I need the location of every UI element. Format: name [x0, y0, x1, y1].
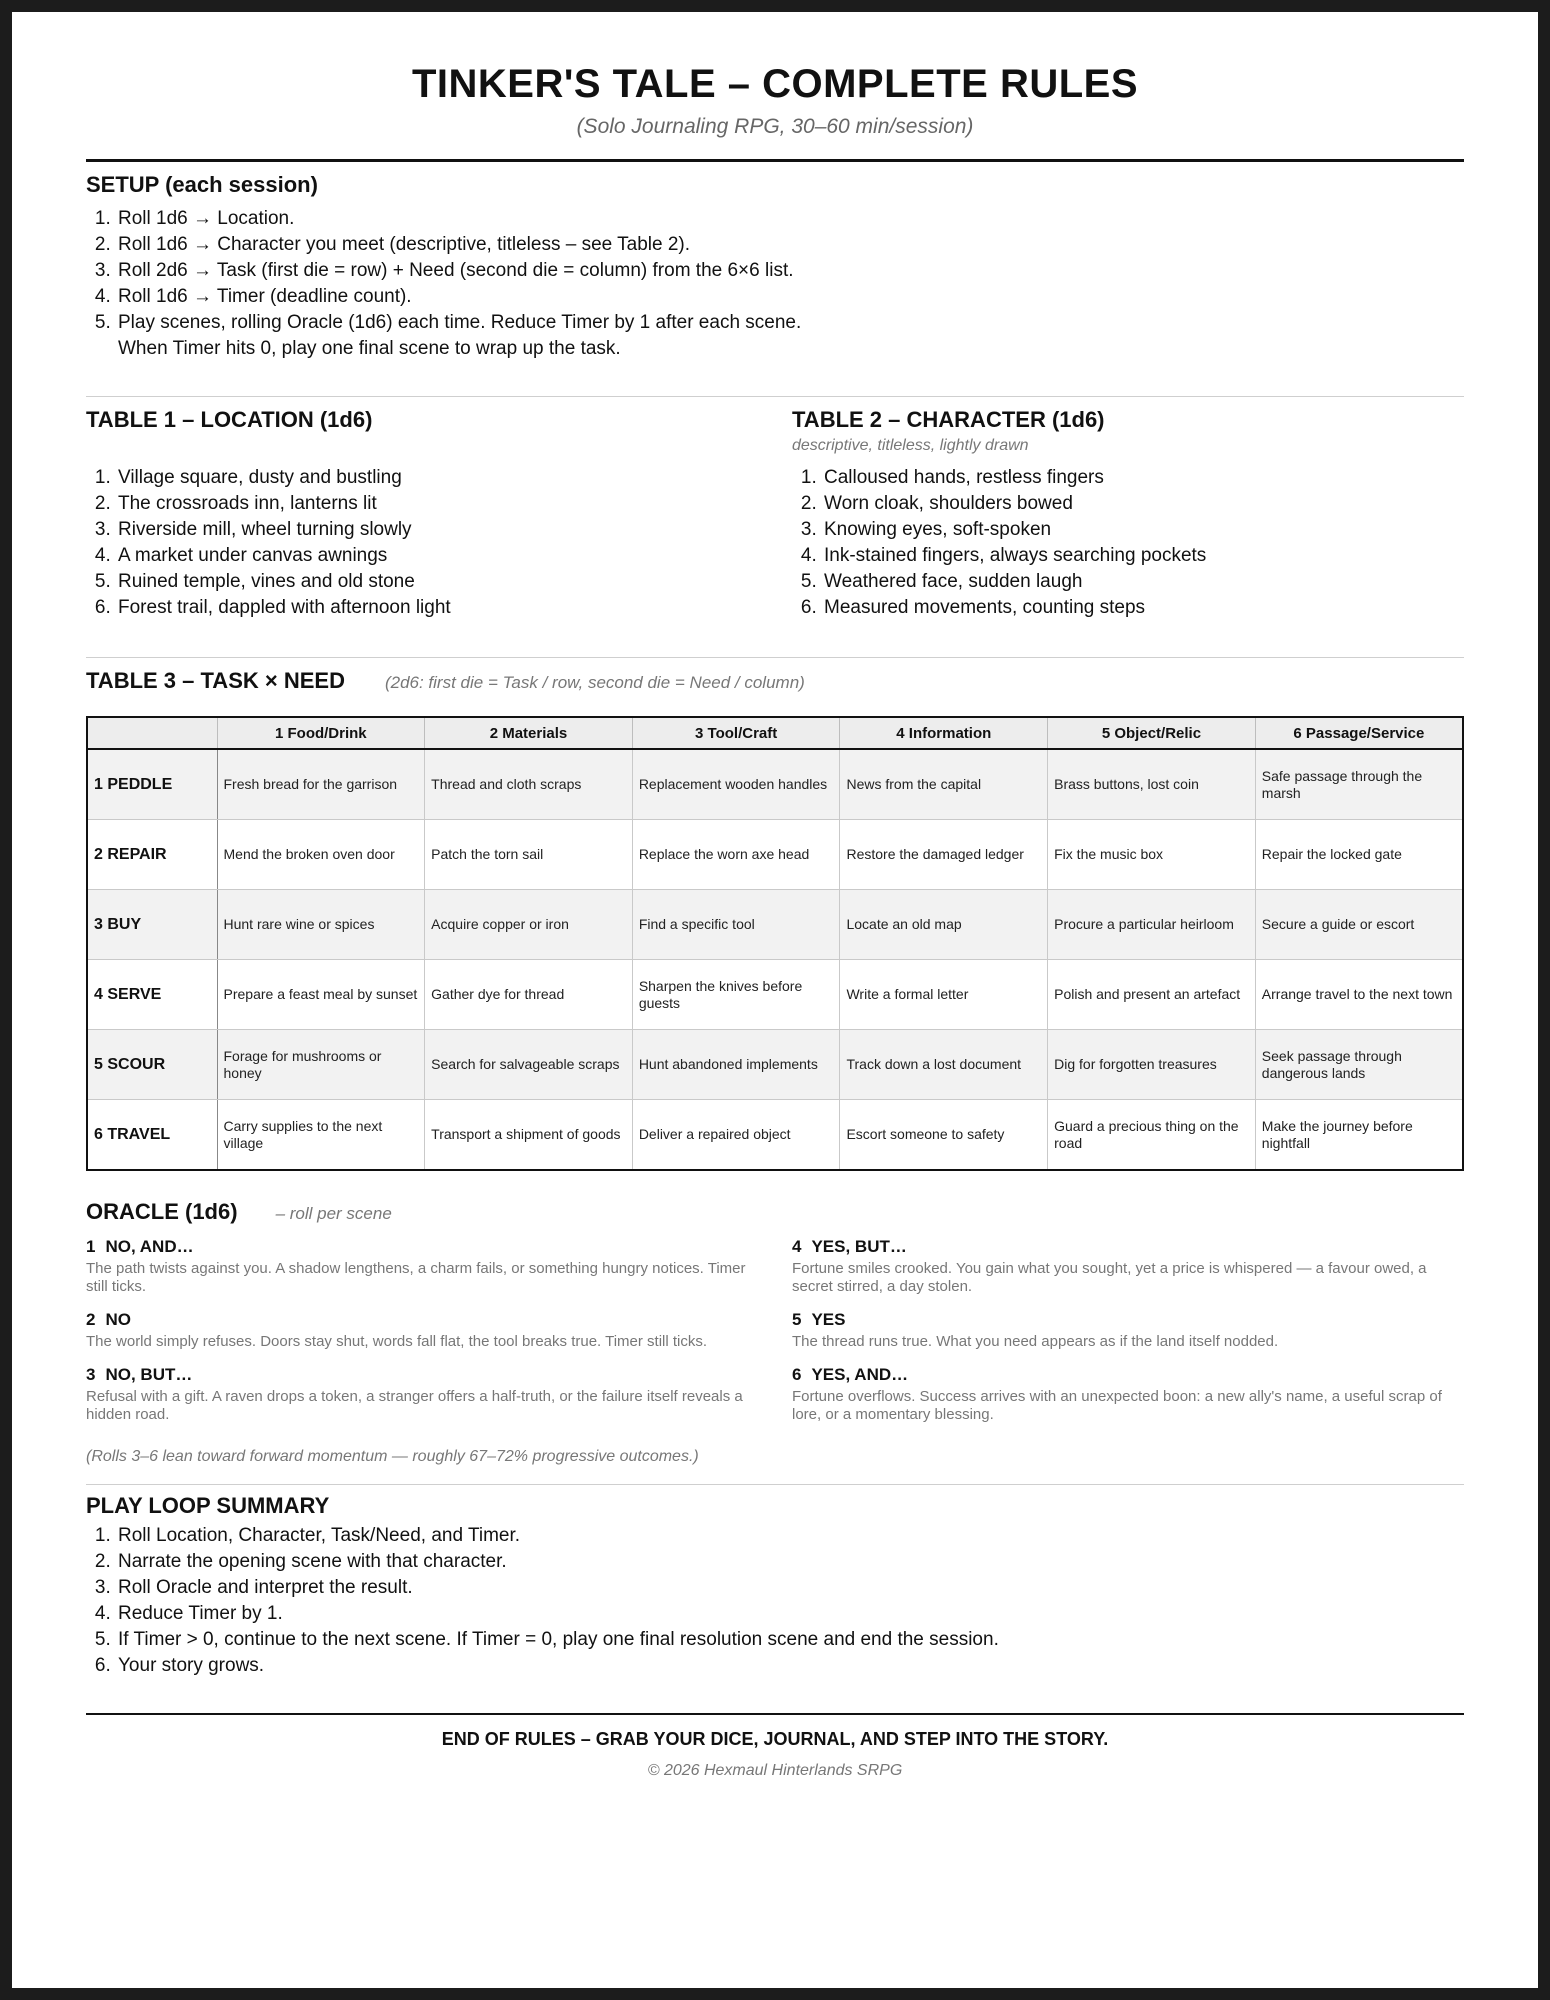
setup-step: 3. Roll 2d6 → Task (first die = row) + Need (second die = column) from the 6×6 list.: [116, 258, 1464, 284]
oracle-result: [792, 1237, 1464, 1296]
section-divider: [86, 1484, 1464, 1485]
table3-task-need: [86, 668, 1464, 1171]
setup-step-text: Play scenes, rolling Oracle (1d6) each time. Reduce Timer by 1 after each scene.: [118, 312, 802, 333]
row-header: 2 REPAIR: [87, 820, 217, 890]
table-cell: Arrange travel to the next town: [1255, 960, 1463, 1030]
row-header: 1 PEDDLE: [87, 749, 217, 820]
table-cell: Repair the locked gate: [1255, 820, 1463, 890]
table-row: [87, 1030, 1463, 1100]
page-subtitle: (Solo Journaling RPG, 30–60 min/session): [576, 115, 974, 138]
oracle-number: 5: [792, 1310, 802, 1329]
oracle-text: The path twists against you. A shadow lengthens, a charm fails, or something hungry notices. Timer still ticks.: [86, 1260, 746, 1295]
section-divider: [86, 396, 1464, 397]
column-header: 6 Passage/Service: [1255, 717, 1463, 749]
table2-list: [792, 465, 1464, 621]
table-cell: Dig for forgotten treasures: [1048, 1030, 1256, 1100]
tables-1-2: [86, 407, 1464, 621]
setup-step-continued: When Timer hits 0, play one final scene to wrap up the task.: [118, 338, 621, 359]
table-cell: Acquire copper or iron: [425, 890, 633, 960]
table-cell: Brass buttons, lost coin: [1048, 749, 1256, 820]
character-item: 1. Calloused hands, restless fingers: [822, 465, 1464, 491]
oracle-text: The thread runs true. What you need appears as if the land itself nodded.: [792, 1333, 1279, 1350]
oracle-result: [792, 1310, 1464, 1351]
location-item: 3. Riverside mill, wheel turning slowly: [116, 517, 776, 543]
location-item: 4. A market under canvas awnings: [116, 543, 776, 569]
table-cell: Patch the torn sail: [425, 820, 633, 890]
table3-hint: (2d6: first die = Task / row, second die = Need / column): [384, 673, 805, 692]
table-cell: Locate an old map: [840, 890, 1048, 960]
oracle-label: YES, AND…: [811, 1365, 909, 1384]
table-row: [87, 1100, 1463, 1171]
oracle-label: YES: [811, 1310, 846, 1329]
play-loop-step: 4. Reduce Timer by 1.: [116, 1601, 1464, 1627]
row-header: 5 SCOUR: [87, 1030, 217, 1100]
table-header-row: [87, 717, 1463, 749]
table-cell: Sharpen the knives before guests: [632, 960, 840, 1030]
oracle-label: NO: [105, 1310, 131, 1329]
play-loop-section: [86, 1493, 1464, 1679]
oracle-result: [792, 1365, 1464, 1424]
oracle-text: Refusal with a gift. A raven drops a token, a stranger offers a half-truth, or the failure itself reveals a hidden road.: [86, 1388, 743, 1423]
table-cell: Fix the music box: [1048, 820, 1256, 890]
rules-page: [12, 12, 1538, 1988]
table-cell: Forage for mushrooms or honey: [217, 1030, 425, 1100]
table-row: [87, 960, 1463, 1030]
oracle-result: [86, 1365, 746, 1424]
table-cell: Replace the worn axe head: [632, 820, 840, 890]
table-cell: Restore the damaged ledger: [840, 820, 1048, 890]
location-item: 2. The crossroads inn, lanterns lit: [116, 491, 776, 517]
title-divider: [86, 159, 1464, 162]
play-loop-heading: PLAY LOOP SUMMARY: [86, 1493, 330, 1518]
setup-step: 4. Roll 1d6 → Timer (deadline count).: [116, 284, 1464, 310]
setup-step: 2. Roll 1d6 → Character you meet (descriptive, titleless – see Table 2).: [116, 232, 1464, 258]
table-cell: Make the journey before nightfall: [1255, 1100, 1463, 1171]
setup-step: [116, 310, 1464, 362]
character-item: 5. Weathered face, sudden laugh: [822, 569, 1464, 595]
location-item: 6. Forest trail, dappled with afternoon light: [116, 595, 776, 621]
table-row: [87, 749, 1463, 820]
setup-heading: SETUP (each session): [86, 172, 318, 197]
table-cell: Find a specific tool: [632, 890, 840, 960]
table-cell: Hunt abandoned implements: [632, 1030, 840, 1100]
table-cell: Thread and cloth scraps: [425, 749, 633, 820]
setup-steps: [86, 206, 1464, 362]
table-cell: Hunt rare wine or spices: [217, 890, 425, 960]
table1-heading: TABLE 1 – LOCATION (1d6): [86, 407, 373, 432]
table-cell: Safe passage through the marsh: [1255, 749, 1463, 820]
table1-location: [86, 407, 776, 621]
oracle-text: The world simply refuses. Doors stay shut, words fall flat, the tool breaks true. Timer still ticks.: [86, 1333, 708, 1350]
oracle-footnote: (Rolls 3–6 lean toward forward momentum — roughly 67–72% progressive outcomes.): [86, 1448, 699, 1465]
table-cell: Write a formal letter: [840, 960, 1048, 1030]
oracle-label: NO, AND…: [105, 1237, 194, 1256]
footer-divider: [86, 1713, 1464, 1715]
row-header: 6 TRAVEL: [87, 1100, 217, 1171]
table-row: [87, 820, 1463, 890]
oracle-number: 1: [86, 1237, 96, 1256]
play-loop-step: 6. Your story grows.: [116, 1653, 1464, 1679]
oracle-result: [86, 1237, 746, 1296]
character-item: 4. Ink-stained fingers, always searching pockets: [822, 543, 1464, 569]
play-loop-step: 1. Roll Location, Character, Task/Need, and Timer.: [116, 1523, 1464, 1549]
section-divider: [86, 657, 1464, 658]
oracle-col-no: [86, 1231, 746, 1424]
oracle-number: 3: [86, 1365, 96, 1384]
table1-list: [86, 465, 776, 621]
play-loop-step: 2. Narrate the opening scene with that character.: [116, 1549, 1464, 1575]
table-cell: Replacement wooden handles: [632, 749, 840, 820]
play-loop-steps: [86, 1523, 1464, 1679]
column-header: 3 Tool/Craft: [632, 717, 840, 749]
table-cell: Guard a precious thing on the road: [1048, 1100, 1256, 1171]
column-header: [87, 717, 217, 749]
oracle-text: Fortune smiles crooked. You gain what you sought, yet a price is whispered — a favour owed, a secret stirred, a day stolen.: [792, 1260, 1427, 1295]
table2-character: [792, 407, 1464, 621]
table-cell: Transport a shipment of goods: [425, 1100, 633, 1171]
table-cell: Deliver a repaired object: [632, 1100, 840, 1171]
oracle-number: 4: [792, 1237, 802, 1256]
oracle-number: 6: [792, 1365, 802, 1384]
table-cell: Search for salvageable scraps: [425, 1030, 633, 1100]
oracle-col-yes: [792, 1231, 1464, 1424]
oracle-section: [86, 1199, 1464, 1466]
oracle-heading: ORACLE (1d6): [86, 1199, 238, 1224]
table-cell: Gather dye for thread: [425, 960, 633, 1030]
table-cell: Track down a lost document: [840, 1030, 1048, 1100]
setup-section: [86, 172, 1464, 362]
table-cell: Polish and present an artefact: [1048, 960, 1256, 1030]
row-header: 4 SERVE: [87, 960, 217, 1030]
table-cell: Seek passage through dangerous lands: [1255, 1030, 1463, 1100]
table-cell: Secure a guide or escort: [1255, 890, 1463, 960]
table-cell: Prepare a feast meal by sunset: [217, 960, 425, 1030]
play-loop-step: 3. Roll Oracle and interpret the result.: [116, 1575, 1464, 1601]
oracle-result: [86, 1310, 746, 1351]
table2-hint: descriptive, titleless, lightly drawn: [792, 437, 1029, 454]
oracle-text: Fortune overflows. Success arrives with an unexpected boon: a new ally's name, a useful scrap of lore, or a momentary blessing.: [792, 1388, 1442, 1423]
oracle-number: 2: [86, 1310, 96, 1329]
oracle-label: NO, BUT…: [105, 1365, 193, 1384]
task-need-table: [86, 716, 1464, 1171]
table2-heading: TABLE 2 – CHARACTER (1d6): [792, 407, 1105, 432]
location-item: 1. Village square, dusty and bustling: [116, 465, 776, 491]
row-header: 3 BUY: [87, 890, 217, 960]
column-header: 5 Object/Relic: [1048, 717, 1256, 749]
table-cell: Mend the broken oven door: [217, 820, 425, 890]
character-item: 3. Knowing eyes, soft-spoken: [822, 517, 1464, 543]
table-cell: News from the capital: [840, 749, 1048, 820]
column-header: 1 Food/Drink: [217, 717, 425, 749]
page-title: TINKER'S TALE – COMPLETE RULES: [411, 62, 1139, 106]
table3-heading: TABLE 3 – TASK × NEED: [86, 668, 345, 693]
oracle-note: – roll per scene: [275, 1204, 392, 1223]
table-cell: Carry supplies to the next village: [217, 1100, 425, 1171]
character-item: 6. Measured movements, counting steps: [822, 595, 1464, 621]
copyright: © 2026 Hexmaul Hinterlands SRPG: [647, 1762, 903, 1779]
column-header: 4 Information: [840, 717, 1048, 749]
table-cell: Fresh bread for the garrison: [217, 749, 425, 820]
setup-step: 1. Roll 1d6 → Location.: [116, 206, 1464, 232]
play-loop-step: 5. If Timer > 0, continue to the next scene. If Timer = 0, play one final resolution scene and end the session.: [116, 1627, 1464, 1653]
end-of-rules: END OF RULES – GRAB YOUR DICE, JOURNAL, AND STEP INTO THE STORY.: [441, 1729, 1109, 1749]
table-cell: Escort someone to safety: [840, 1100, 1048, 1171]
column-header: 2 Materials: [425, 717, 633, 749]
table-cell: Procure a particular heirloom: [1048, 890, 1256, 960]
character-item: 2. Worn cloak, shoulders bowed: [822, 491, 1464, 517]
location-item: 5. Ruined temple, vines and old stone: [116, 569, 776, 595]
table-row: [87, 890, 1463, 960]
oracle-label: YES, BUT…: [811, 1237, 907, 1256]
